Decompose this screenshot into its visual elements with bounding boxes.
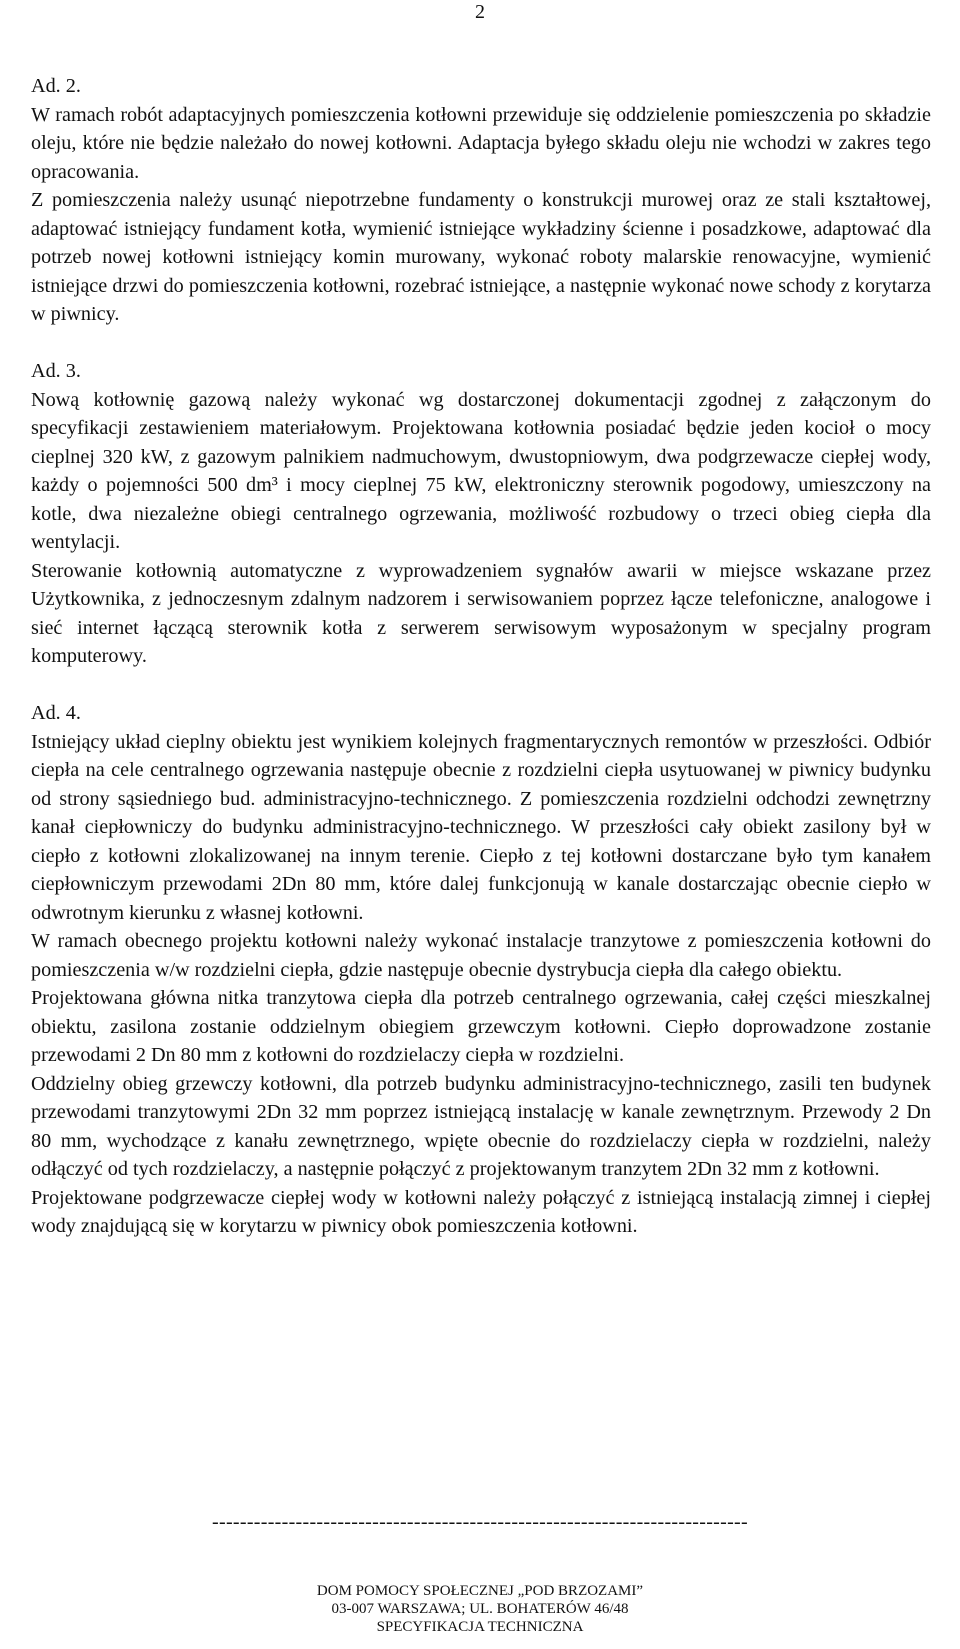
footer-document-title: SPECYFIKACJA TECHNICZNA (376, 1619, 584, 1635)
paragraph: Nową kotłownię gazową należy wykonać wg dostarczonej dokumentacji zgodnej z załączonym do specyfikacji zestawieniem materiałowym. Projektowana kotłownia posiadać będzie jeden kocioł o mocy cieplnej 320 kW, z gazowym palnikiem nadmuchowym, dwustopniowym, dwa podgrzewacze ciepłej wody, każdy o pojemności 500 dm³ i mocy cieplnej 75 kW, elektroniczny sterownik pogodowy, umieszczony na kotle, dwa niezależne obiegi centralnego ogrzewania, możliwość rozbudowy o trzeci obieg ciepła dla wentylacji. (31, 388, 931, 553)
section-heading: Ad. 3. (31, 360, 81, 382)
page-footer (0, 1582, 960, 1636)
section-ad-3 (31, 357, 931, 671)
page-number: 2 (475, 1, 485, 23)
paragraph: Istniejący układ cieplny obiektu jest wynikiem kolejnych fragmentarycznych remontów w przeszłości. Odbiór ciepła na cele centralnego ogrzewania następuje obecnie z rozdzielni ciepła usytuowanej w piwnicy budynku od strony sąsiedniego bud. administracyjno-technicznego. Z pomieszczenia rozdzielni odchodzi zewnętrzny kanał ciepłowniczy do budynku administracyjno-technicznego. W przeszłości cały obiekt zasilony był w ciepło z kotłowni zlokalizowanej na innym terenie. Ciepło z tej kotłowni dostarczane było tym kanałem ciepłowniczym przewodami 2Dn 80 mm, które dalej funkcjonują w kanale dostarczając obecnie ciepło w odwrotnym kierunku z własnej kotłowni. (31, 730, 931, 924)
footer-address: 03-007 WARSZAWA; UL. BOHATERÓW 46/48 (331, 1601, 629, 1617)
footer-institution: DOM POMOCY SPOŁECZNEJ „POD BRZOZAMI” (316, 1583, 644, 1599)
paragraph: Projektowane podgrzewacze ciepłej wody w kotłowni należy połączyć z istniejącą instalacją zimnej i ciepłej wody znajdującą się w korytarzu w piwnicy obok pomieszczenia kotłowni. (31, 1186, 931, 1237)
divider-line: ----------------------------------------------------------------------------- (212, 1511, 748, 1533)
paragraph: W ramach robót adaptacyjnych pomieszczenia kotłowni przewiduje się oddzielenie pomieszczenia po składzie oleju, które nie będzie należało do nowej kotłowni. Adaptacja byłego składu oleju nie wchodzi w zakres tego opracowania. (31, 103, 931, 183)
section-ad-2 (31, 72, 931, 329)
section-ad-4 (31, 699, 931, 1241)
section-heading: Ad. 4. (31, 702, 81, 724)
paragraph: Sterowanie kotłownią automatyczne z wyprowadzeniem sygnałów awarii w miejsce wskazane przez Użytkownika, z jednoczesnym zdalnym nadzorem i serwisowaniem poprzez łącze telefoniczne, analogowe i sieć internet łączącą sterownik kotła z serwerem serwisowym wyposażonym w specjalny program komputerowy. (31, 559, 931, 667)
paragraph: Oddzielny obieg grzewczy kotłowni, dla potrzeb budynku administracyjno-technicznego, zasili ten budynek przewodami tranzytowymi 2Dn 32 mm poprzez istniejącą instalację w kanale zewnętrznym. Przewody 2 Dn 80 mm, wychodzące z kanału zewnętrznego, wpięte obecnie do rozdzielaczy ciepła w rozdzielni, należy odłączyć od tych rozdzielaczy, a następnie połączyć z projektowanym tranzytem 2Dn 32 mm z kotłowni. (31, 1072, 931, 1180)
section-heading: Ad. 2. (31, 75, 81, 97)
paragraph: Projektowana główna nitka tranzytowa ciepła dla potrzeb centralnego ogrzewania, całej części mieszkalnej obiektu, zasilona zostanie oddzielnym obiegiem grzewczym kotłowni. Ciepło doprowadzone zostanie przewodami 2 Dn 80 mm z kotłowni do rozdzielaczy ciepła w rozdzielni. (31, 987, 931, 1066)
paragraph: Z pomieszczenia należy usunąć niepotrzebne fundamenty o konstrukcji murowej oraz ze stali kształtowej, adaptować istniejący fundament kotła, wymienić istniejące wykładziny ścienne i posadzkowe, adaptować dla potrzeb nowej kotłowni istniejący komin murowany, wykonać roboty malarskie renowacyjne, wymienić istniejące drzwi do pomieszczenia kotłowni, rozebrać istniejące, a następnie wykonać nowe schody z korytarza w piwnicy. (31, 189, 931, 325)
paragraph: W ramach obecnego projektu kotłowni należy wykonać instalacje tranzytowe z pomieszczenia kotłowni do pomieszczenia w/w rozdzielni ciepła, gdzie następuje obecnie dystrybucja ciepła dla całego obiektu. (31, 930, 931, 981)
document-body (31, 72, 931, 1241)
